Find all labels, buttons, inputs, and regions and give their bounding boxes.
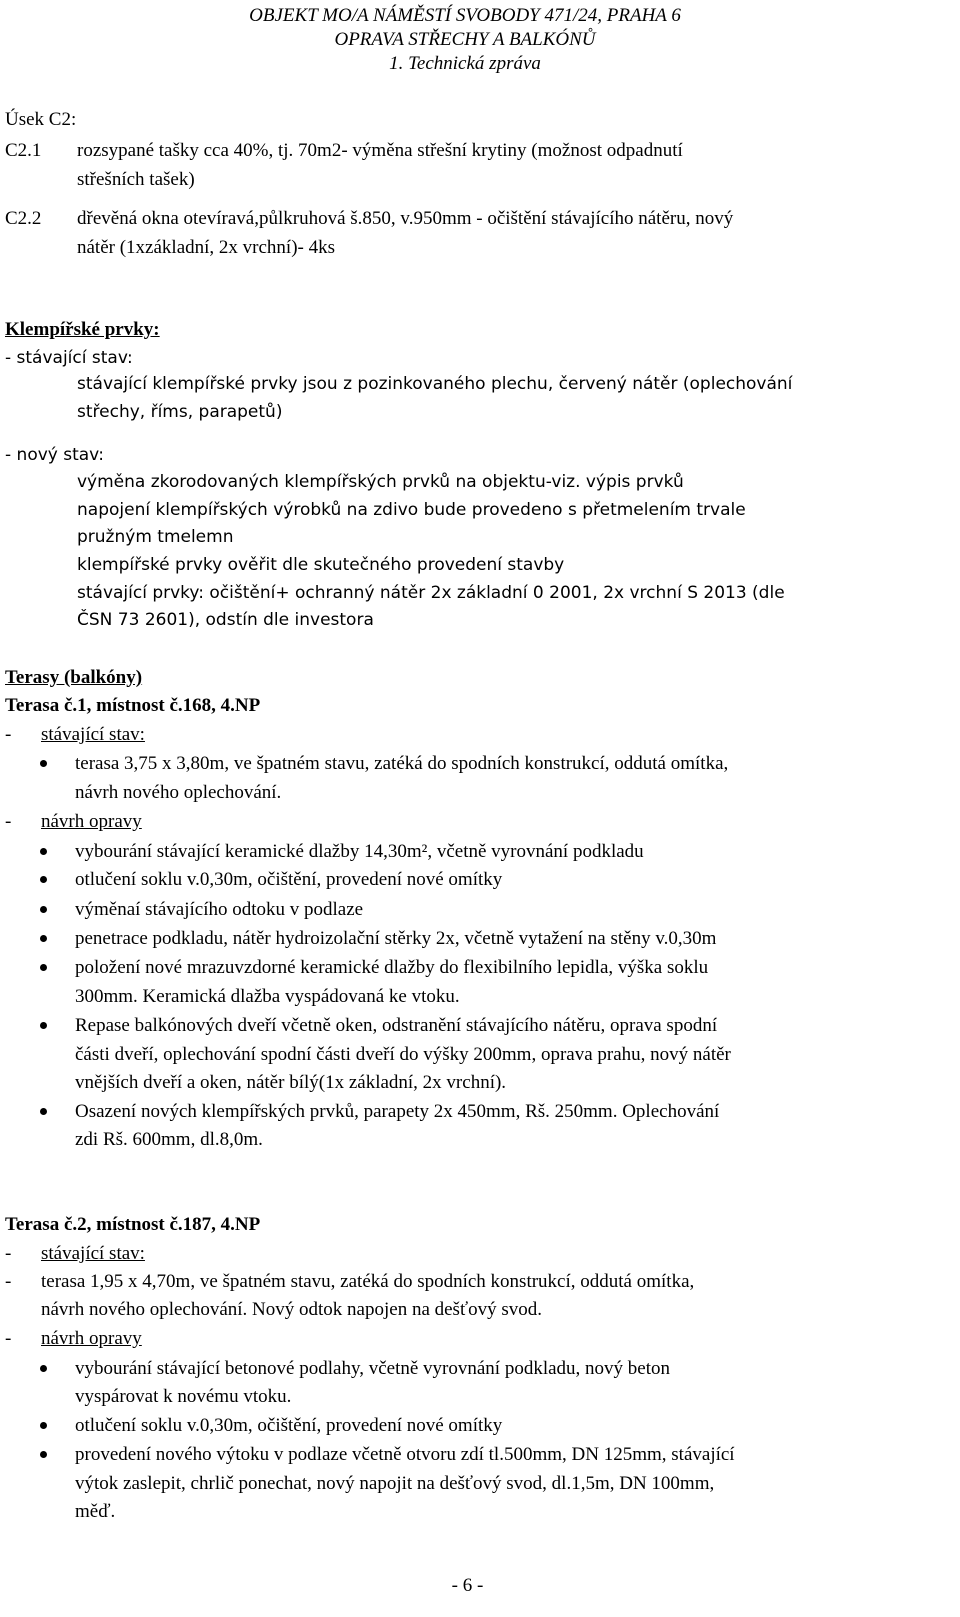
c2-item-1-number: C2.1 (5, 140, 42, 161)
terasa-1-repair-7-line-2: zdi Rš. 600mm, dl.8,0m. (75, 1129, 263, 1150)
header-line-3: 1. Technická zpráva (389, 53, 541, 74)
bullet-icon (40, 1451, 47, 1458)
terasa-2-existing-line-1: terasa 1,95 x 4,70m, ve špatném stavu, zatéká do spodních konstrukcí, oddutá omítka, (41, 1271, 695, 1292)
bullet-icon (40, 876, 47, 883)
terasa-1-repair-1: vybourání stávající keramické dlažby 14,30m², včetně vyrovnání podkladu (75, 841, 644, 862)
bullet-icon (40, 1365, 47, 1372)
section-c2-title: Úsek C2: (5, 109, 77, 130)
klemp-new-line-1: výměna zkorodovaných klempířských prvků na objektu-viz. výpis prvků (77, 472, 684, 492)
terasa-2-repair-1-line-2: vyspárovat k novému vtoku. (75, 1386, 292, 1407)
terasy-title: Terasy (balkóny) (5, 667, 143, 688)
doc-header (185, 4, 745, 76)
page-number: - 6 - (451, 1575, 484, 1596)
header-line-2: OPRAVA STŘECHY A BALKÓNŮ (334, 29, 596, 50)
bullet-icon (40, 906, 47, 913)
klemp-new-line-5: stávající prvky: očištění+ ochranný nátěr 2x základní 0 2001, 2x vrchní S 2013 (dle (77, 583, 785, 603)
terasa-1-existing-line-2: návrh nového oplechování. (75, 782, 282, 803)
terasa-1-repair-7-line-1: Osazení nových klempířských prvků, parapety 2x 450mm, Rš. 250mm. Oplechování (75, 1101, 720, 1122)
terasa-1-repair-6-line-1: Repase balkónových dveří včetně oken, odstranění stávajícího nátěru, oprava spodní (75, 1015, 718, 1036)
bullet-icon (40, 1422, 47, 1429)
terasa-2-existing-dash-2: - (5, 1271, 12, 1292)
terasa-1-existing-label: stávající stav: (41, 724, 145, 745)
terasa-1-existing-line-1: terasa 3,75 x 3,80m, ve špatném stavu, zatéká do spodních konstrukcí, oddutá omítka, (75, 753, 729, 774)
klemp-existing-label: - stávající stav: (5, 348, 133, 368)
terasa-1-repair-2: otlučení soklu v.0,30m, očištění, provedení nové omítky (75, 869, 503, 890)
klemp-new-line-4: klempířské prvky ověřit dle skutečného provedení stavby (77, 555, 565, 575)
terasa-1-existing-dash: - (5, 724, 12, 745)
bullet-icon (40, 1022, 47, 1029)
klemp-existing-line-2: střechy, říms, parapetů) (77, 402, 283, 422)
terasa-1-repair-4: penetrace podkladu, nátěr hydroizolační stěrky 2x, včetně vytažení na stěny v.0,30m (75, 928, 717, 949)
terasa-2-repair-3-line-1: provedení nového výtoku v podlaze včetně otvoru zdí tl.500mm, DN 125mm, stávající (75, 1444, 735, 1465)
klemp-title: Klempířské prvky: (5, 319, 160, 340)
c2-item-1-line-1: rozsypané tašky cca 40%, tj. 70m2- výměna střešní krytiny (možnost odpadnutí (77, 140, 683, 161)
terasa-2-repair-dash: - (5, 1328, 12, 1349)
terasa-2-repair-3-line-2: výtok zaslepit, chrlič ponechat, nový napojit na dešťový svod, dl.1,5m, DN 100mm, (75, 1473, 715, 1494)
c2-item-2-line-2: nátěr (1xzákladní, 2x vrchní)- 4ks (77, 237, 335, 258)
terasa-1-repair-5-line-1: položení nové mrazuvzdorné keramické dlažby do flexibilního lepidla, výška soklu (75, 957, 709, 978)
klemp-new-line-6: ČSN 73 2601), odstín dle investora (77, 610, 374, 630)
terasa-2-repair-1-line-1: vybourání stávající betonové podlahy, včetně vyrovnání podkladu, nový beton (75, 1358, 671, 1379)
terasa-1-repair-dash: - (5, 811, 12, 832)
terasa-2-existing-dash: - (5, 1243, 12, 1264)
klemp-new-line-3: pružným tmelemn (77, 527, 234, 547)
terasa-1-repair-6-line-2: části dveří, oplechování spodní části dveří do výšky 200mm, oprava prahu, nový nátěr (75, 1044, 731, 1065)
terasa-2-repair-2: otlučení soklu v.0,30m, očištění, provedení nové omítky (75, 1415, 503, 1436)
terasa-1-title: Terasa č.1, místnost č.168, 4.NP (5, 695, 261, 716)
terasa-1-repair-3: výměnaí stávajícího odtoku v podlaze (75, 899, 364, 920)
terasa-1-repair-6-line-3: vnějších dveří a oken, nátěr bílý(1x základní, 2x vrchní). (75, 1072, 507, 1093)
bullet-icon (40, 935, 47, 942)
terasa-2-existing-label: stávající stav: (41, 1243, 145, 1264)
c2-item-2-line-1: dřevěná okna otevíravá,půlkruhová š.850, v.950mm - očištění stávajícího nátěru, nový (77, 208, 734, 229)
c2-item-1-line-2: střešních tašek) (77, 169, 195, 190)
terasa-2-repair-label: návrh opravy (41, 1328, 142, 1349)
terasa-1-repair-label: návrh opravy (41, 811, 142, 832)
terasa-1-repair-5-line-2: 300mm. Keramická dlažba vyspádovaná ke vtoku. (75, 986, 460, 1007)
klemp-existing-line-1: stávající klempířské prvky jsou z pozinkovaného plechu, červený nátěr (oplechování (77, 374, 793, 394)
c2-item-2-number: C2.2 (5, 208, 42, 229)
bullet-icon (40, 1108, 47, 1115)
bullet-icon (40, 964, 47, 971)
klemp-new-line-2: napojení klempířských výrobků na zdivo bude provedeno s přetmelením trvale (77, 500, 746, 520)
bullet-icon (40, 760, 47, 767)
terasa-2-repair-3-line-3: měď. (75, 1501, 116, 1522)
klemp-new-label: - nový stav: (5, 445, 105, 465)
header-line-1: OBJEKT MO/A NÁMĚSTÍ SVOBODY 471/24, PRAHA 6 (249, 5, 681, 26)
terasa-2-existing-line-2: návrh nového oplechování. Nový odtok napojen na dešťový svod. (41, 1299, 542, 1320)
terasa-2-title: Terasa č.2, místnost č.187, 4.NP (5, 1214, 261, 1235)
bullet-icon (40, 848, 47, 855)
